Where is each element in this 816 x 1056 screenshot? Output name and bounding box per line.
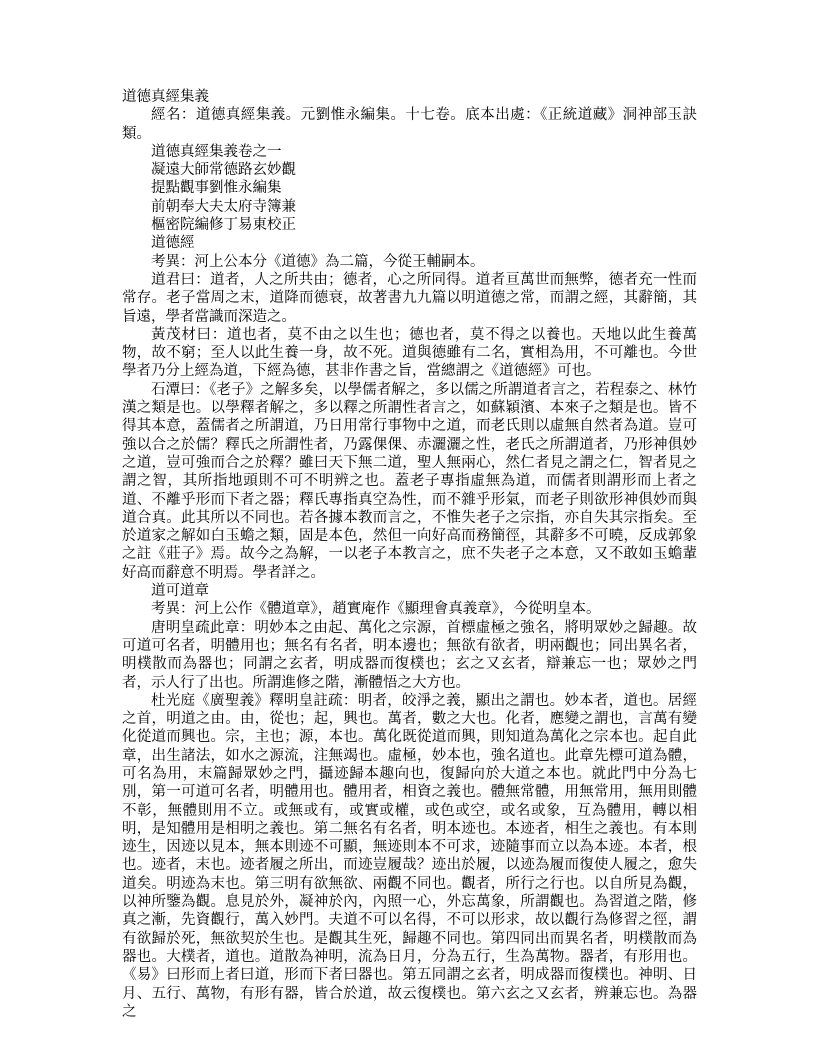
textual-variants-note-2: 考異：河上公作《體道章》，趙實庵作《顯理會真義章》，今從明皇本。: [151, 601, 601, 618]
paragraph-huang-maocai: 黃茂材曰：道也者，莫不由之以生也；德也者，莫不得之以養也。天地以此生養萬物，故不窮；至人以此生養一身，故不死。道與德雖有二名，實相為用，不可離也。今世學者乃分上經為道，下經為德，甚非作書之旨，當總謂之《道德經》可也。: [122, 326, 697, 380]
document-content: [122, 88, 697, 1021]
temple-attribution-line: 凝遠大師常德路玄妙觀: [151, 162, 296, 179]
scripture-name-line: 經名：道德真經集義。元劉惟永編集。十七卷。底本出處：《正統道藏》洞神部玉訣類。: [122, 107, 697, 142]
paragraph-tang-minghuang: 唐明皇疏此章：明妙本之由起、萬化之宗源，首標虛極之強名，將明眾妙之歸趣。故可道可名者，明體用也；無名有名者，明本邊也；無欲有欲者，明兩觀也；同出異名者，明樸散而為器也；同謂之玄者，明成器而復樸也；玄之又玄者，辯兼忘一也；眾妙之門者，示人行了出也。所謂進修之階，漸體悟之大方也。: [122, 619, 697, 691]
textual-variants-note-1: 考異：河上公本分《道德》為二篇，今從王輔嗣本。: [151, 253, 485, 270]
paragraph-shitan: 石潭曰：《老子》之解多矣，以學儒者解之，多以儒之所謂道者言之，若程泰之、林竹漢之類是也。以學釋者解之，多以釋之所謂性者言之，如蘇穎濱、本來子之類是也。皆不得其本意，蓋儒者之所謂道，乃日用常行事物中之道，而老氏則以虛無自然者為道。豈可強以合之於儒？釋氏之所謂性者，乃露倮倮、赤灑灑之性，老氏之所謂道者，乃形神俱妙之道，豈可強而合之於釋？雖曰天下無二道，聖人無兩心，然仁者見之謂之仁，智者見之謂之智，其所指地頭則不可不明辨之也。蓋老子專指虛無為道，而儒者則謂形而上者之道、不離乎形而下者之器；釋氏專指真空為性，而不雜乎形氣，而老子則欲形神俱妙而與道合真。此其所以不同也。若各據本教而言之，不惟失老子之宗指，亦自失其宗指矣。至於道家之解如白玉蟾之類，固是本色，然但一向好高而務簡徑，其辭多不可曉，反成郭象之註《莊子》焉。故今之為解，一以老子本教言之，庶不失老子之本意，又不敢如玉蟾輩好高而辭意不明焉。學者詳之。: [122, 381, 697, 581]
proofreader-line: 樞密院編修丁易東校正: [151, 217, 296, 234]
chapter-heading-daokedao: 道可道章: [151, 583, 209, 600]
paragraph-du-guangting: 杜光庭《廣聖義》釋明皇註疏：明者，皎淨之義，顯出之謂也。妙本者，道也。居經之首，明道之由。由，從也；起，興也。萬者，數之大也。化者，應變之謂也，言萬有變化從道而興也。宗，主也；源，本也。萬化既從道而興，則知道為萬化之宗本也。起自此章，出生諸法，如水之源流，注無竭也。虛極，妙本也，強名道也。此章先標可道為體，可名為用，末篇歸眾妙之門，攝迹歸本趣向也，復歸向於大道之本也。就此門中分為七別，第一可道可名者，明體用也。體用者，相資之義也。體無常體，用無常用，無用則體不彰，無體則用不立。或無或有，或實或權，或色或空，或名或象，互為體用，轉以相明，是知體用是相明之義也。第二無名有名者，明本迹也。本迹者，相生之義也。有本則迹生，因迹以見本，無本則迹不可顯，無迹則本不可求，迹隨事而立以為本迹。本者，根也。迹者，末也。迹者履之所出，而迹豈履哉？迹出於履，以迹為履而復使人履之，愈失道矣。明迹為末也。第三明有欲無欲、兩觀不同也。觀者，所行之行也。以自所見為觀，以神所鑒為觀。息見於外，凝神於內，內照一心，外忘萬象，所謂觀也。為習道之階，修真之漸，先資觀行，萬入妙門。夫道不可以名得，不可以形求，故以觀行為修習之徑，謂有欲歸於死，無欲契於生也。是觀其生死，歸趣不同也。第四同出而異名者，明樸散而為器也。大樸者，道也。道散為神明，流為日月，分為五行，生為萬物。器者，有形用也。《易》曰形而上者曰道，形而下者曰器也。第五同謂之玄者，明成器而復樸也。神明、日月、五行、萬物，有形有器，皆合於道，故云復樸也。第六玄之又玄者，辨兼忘也。為器之: [122, 692, 697, 1020]
official-title-line: 前朝奉大夫太府寺簿兼: [151, 198, 296, 215]
compiler-line: 提點觀事劉惟永編集: [151, 180, 282, 197]
volume-heading: 道德真經集義卷之一: [151, 143, 282, 160]
paragraph-daojun: 道君曰：道者，人之所共由；德者，心之所同得。道者亘萬世而無弊，德者充一性而常存。老子當周之末，道降而德衰，故著書九九篇以明道德之常，而謂之經，其辭簡，其旨遠，學者當識而深造之。: [122, 271, 697, 325]
daodejing-heading: 道德經: [151, 235, 195, 252]
document-title: 道德真經集義: [122, 89, 209, 105]
